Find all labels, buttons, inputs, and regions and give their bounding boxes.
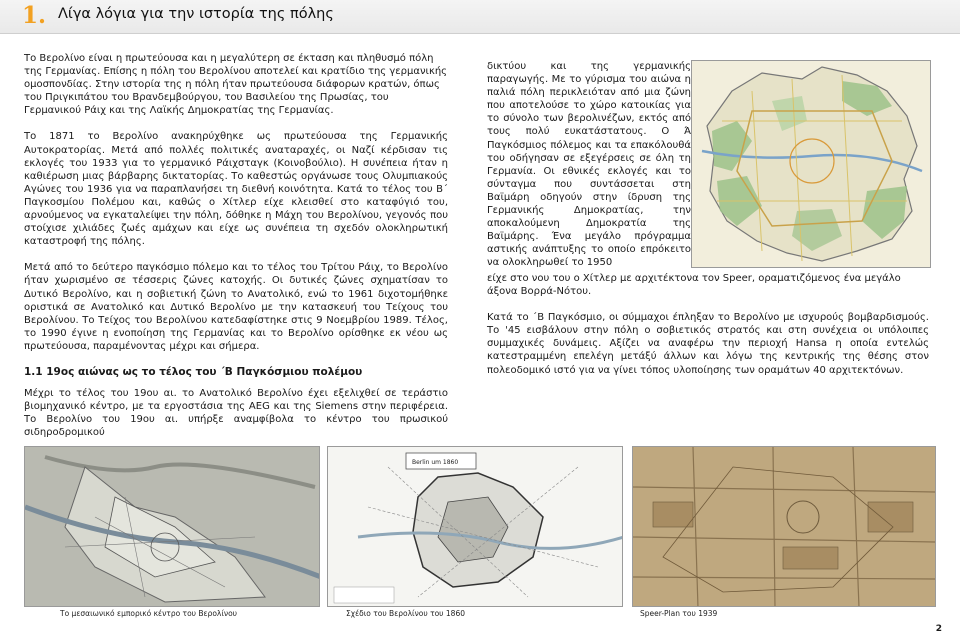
map-label: Berlin um 1860 (412, 459, 459, 466)
section-title: Λίγα λόγια για την ιστορία της πόλης (58, 6, 334, 22)
right-column-text (487, 60, 691, 270)
nineteenth-century-paragraph: Μέχρι το τέλος του 19ου αι. το Ανατολικό Βερολίνο έχει εξελιχθεί σε τεράστιο βιομηχανικό κέντρο, με τα εργοστάσια της AEG και της Siemens στην περιφέρεια. Το Βερολίνο του 19ου αι. υπήρξε αναμφίβολα το κέντρο του πρωσικού σιδηροδρομικού (24, 388, 448, 439)
medieval-center-map (24, 446, 320, 607)
ww2-bombing-paragraph: Κατά το ΄Β Παγκόσμιο, οι σύμμαχοι έπληξαν το Βερολίνο με ισχυρούς βομβαρδισμούς. Το '45 εισβάλουν στην πόλη ο σοβιετικός στρατός και στη συνέχεια οι υπόλοιπες συμμαχικές δυνάμεις. Αξίζει να αναφέρω την περιοχή Hansa η οποία εντελώς κατεστραμμένη επελέγη μετάξύ άλλων και λόγω της κεντρικής της θέσης στον πολεοδομικό ιστό για να γίνει τόπος υλοποίησης των οραμάτων 40 αρχιτεκτόνων. (487, 312, 929, 376)
berlin-1860-plan (327, 446, 623, 607)
caption-speer-plan: Speer-Plan του 1939 (640, 609, 718, 618)
empire-paragraph: Το 1871 το Βερολίνο ανακηρύχθηκε ως πρωτεύουσα της Γερμανικής Αυτοκρατορίας. Μετά από πολλές πολιτικές αναταραχές, οι Ναζί κέρδισαν τις εκλογές του 1933 για το γερμανικό Ράιχσταγκ (Κοινοβούλιο). Η συνέπεια ήταν η καθιέρωση μιας βάρβαρης δικτατορίας. Το καθεστώς οργάνωσε τους Ολυμπιακούς Αγώνες του 1936 για να παραπλανήσει τη διεθνή κοινότητα. Κατά το τέλος του Β΄ Παγκοσμίου Πολέμου και, καθώς ο Χίτλερ είχε κλεισθεί στο καταφύγιό του, αρνούμενος να εγκαταλείψει την πόλη, δόθηκε η Μάχη του Βερολίνου, γεγονός που στοίχισε χιλιάδες ζωές αμάχων και είχε ως συνέπεια τη σχεδόν ολοκληρωτική καταστροφή της πόλης. (24, 131, 448, 248)
caption-medieval-center: Το μεσαιωνικό εμπορικό κέντρο του Βερολίνου (60, 609, 238, 618)
section-header (0, 0, 960, 34)
left-column (24, 52, 448, 452)
weimar-paragraph: δικτύου και της γερμανικής παραγωγής. Με το γύρισμα του αιώνα η παλιά πόλη περικλειόταν από μια ζώνη που αποτελούσε το χώρο κατοικίας για το σύνολο των βερολινέζων, εκτός από τους πολύ ευκατάστατους. Ο Ά Παγκόσμιος πόλεμος και τα επακόλουθά του οδήγησαν σε εξεγέρσεις σε όλη τη Γερμανία. Οι εθνικές εκλογές και το σύνταγμα που συντάσσεται στη Βαϊμάρη οδηγούν στην ίδρυση της Γερμανικής Δημοκρατίας, την αποκαλούμενη Δημοκρατία της Βαϊμάρης. Ένα μεγάλο πρόγραμμα αστικής ανάπτυξης το οποίο επρόκειτο να ολοκληρωθεί το 1950 (487, 61, 691, 269)
subsection-heading: 1.1 19ος αιώνας ως το τέλος του ΄Β Παγκόσμιου πολέμου (24, 365, 363, 378)
right-column-wide (487, 272, 929, 390)
page-number: 2 (935, 624, 942, 633)
intro-paragraph: Το Βερολίνο είναι η πρωτεύουσα και η μεγαλύτερη σε έκταση και πληθυσμό πόλη της Γερμανίας. Επίσης η πόλη του Βερολίνου αποτελεί και κρατίδιο της γερμανικής ομοσπονδίας. Στην ιστορία της η πόλη ήταν πρωτεύουσα διάφορων κρατών, όπως του Πριγκιπάτου του Βρανδεμβούργου, του Βασιλείου της Πρωσίας, του Γερμανικού Ράιχ και της Λαϊκής Δημοκρατίας της Γερμανίας. (24, 53, 448, 117)
berlin-district-map (691, 60, 931, 268)
postwar-paragraph: Μετά από το δεύτερο παγκόσμιο πόλεμο και το τέλος του Τρίτου Ράιχ, το Βερολίνο ήταν χωρισμένο σε τέσσερις ζώνες κατοχής. Οι δυτικές ζώνες σχηματίσαν το Δυτικό Βερολίνο, και η σοβιετική ζώνη το Ανατολικό, ενώ το 1961 διχοτομήθηκε οριστικά σε Ανατολικό και Δυτικό Βερολίνο με την κατασκευή του Τείχους του Βερολίνου. Το Τείχος του Βερολίνου κατεδαφίστηκε στις 9 Νοεμβρίου 1989. Τέλος, το 1990 έγινε η ενοποίηση της Γερμανίας και το Βερολίνο ορίσθηκε εκ νέου ως πρωτεύουσα, παραμένοντας μέχρι και σήμερα. (24, 262, 448, 352)
caption-berlin-1860: Σχέδιο του Βερολίνου του 1860 (346, 609, 465, 618)
section-number: 1. (22, 2, 47, 29)
speer-plan-1939 (632, 446, 936, 607)
hitler-speer-paragraph: είχε στο νου του ο Χίτλερ με αρχιτέκτονα τον Speer, οραματιζόμενος ένα μεγάλο άξονα Βορρά-Νότου. (487, 273, 901, 298)
